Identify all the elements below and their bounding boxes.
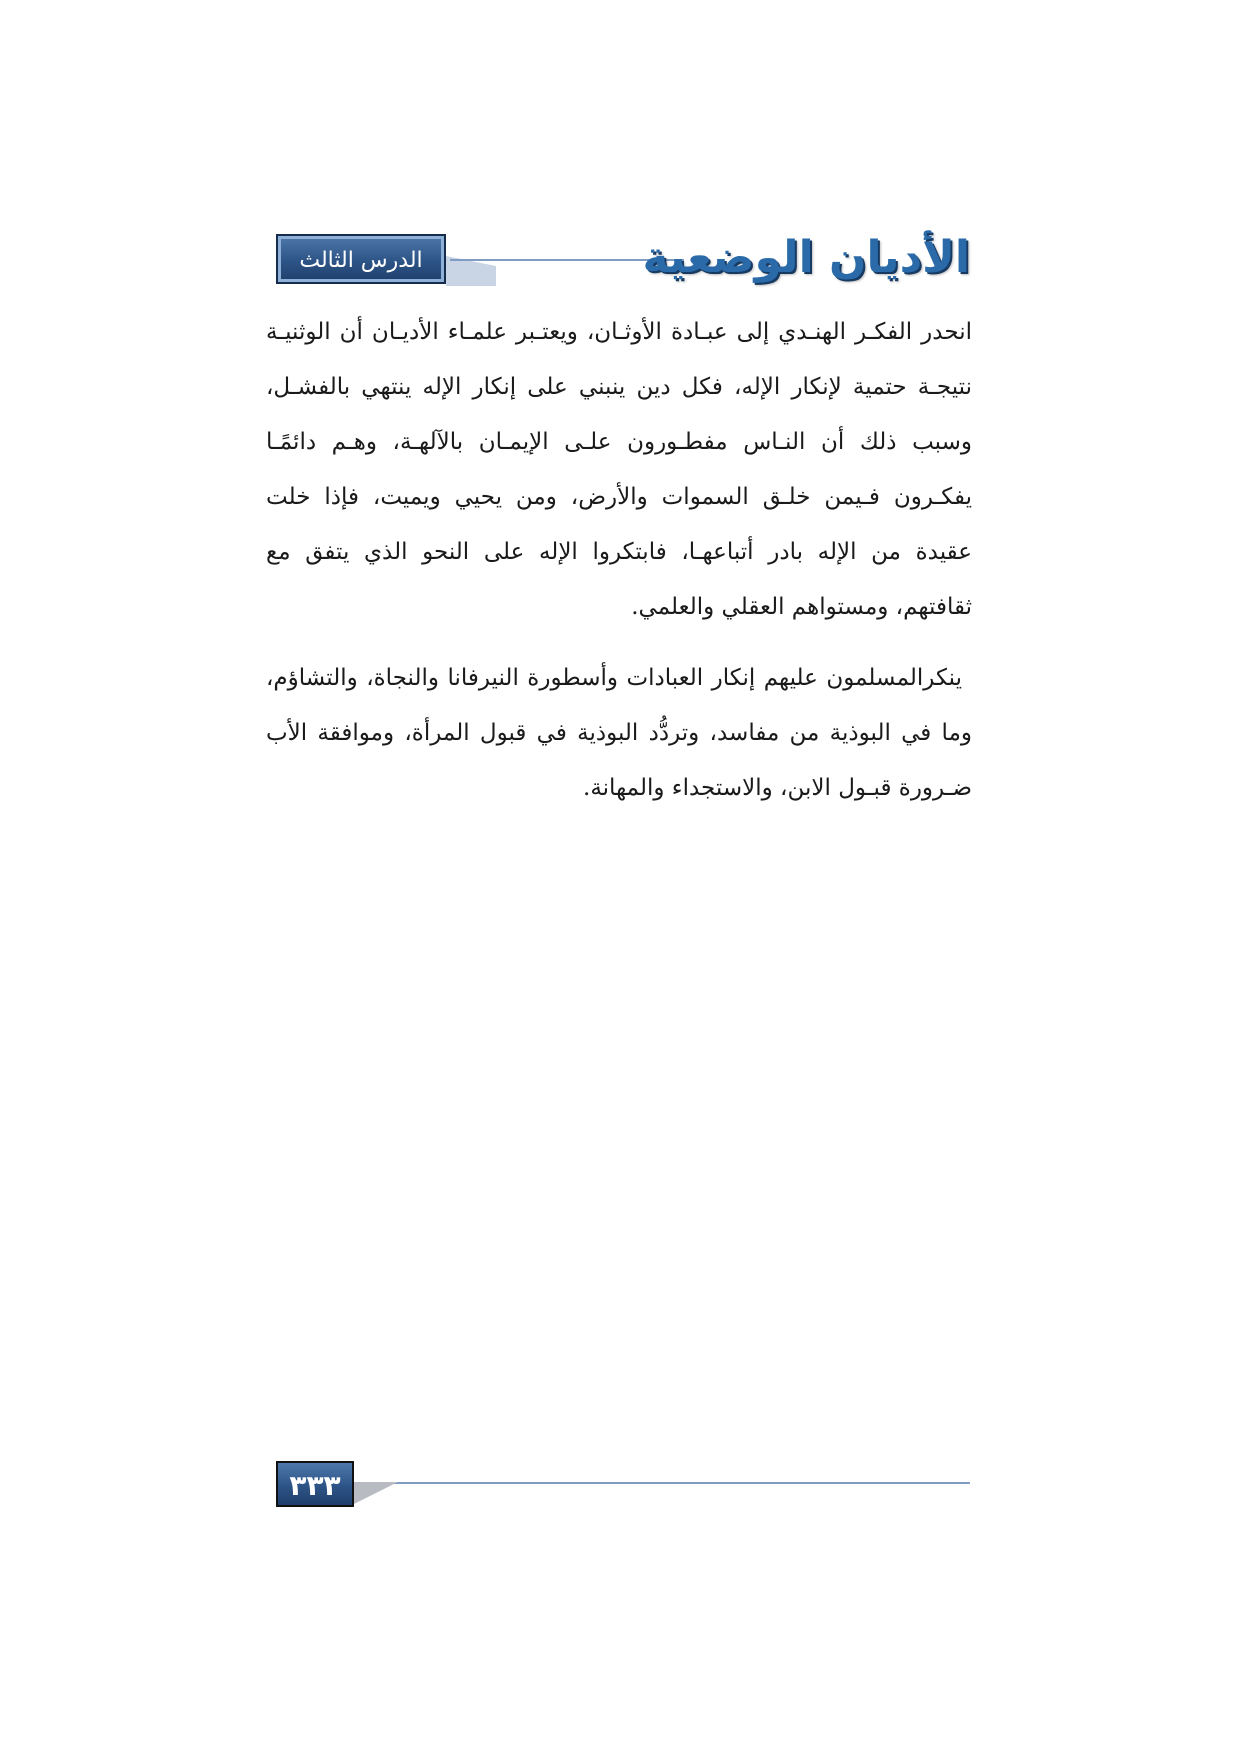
paragraph-1: انحدر الفكـر الهنـدي إلى عبـادة الأوثـان، ويعتـبر علمـاء الأديـان أن الوثنيـة نتيجـة حتمية لإنكار الإله، فكل دين ينبني على إنكار الإله ينتهي بالفشـل، وسبب ذلك أن النـاس مفطـورون علـى الإيمـان بالآلهـة، وهـم دائمًـا يفكـرون فـيمن خلـق السموات والأرض، ومن يحيي ويميت، فإذا خلت عقيدة من الإله بادر أتباعهـا، فابتكروا الإله على النحو الذي يتفق مع ثقافتهم، ومستواهم العقلي والعلمي. (266, 319, 972, 620)
footer-rule (354, 1482, 970, 1484)
body-text (266, 305, 972, 816)
lesson-badge: الدرس الثالث عشر (276, 234, 446, 284)
footer-wedge-decoration (354, 1482, 398, 1504)
page-number: ٣٣٣ (276, 1461, 354, 1507)
page-footer (272, 1458, 972, 1514)
chapter-title: الأديان الوضعية (642, 232, 970, 283)
page-header (270, 232, 970, 323)
paragraph-2: ينكرالمسلمون عليهم إنكار العبادات وأسطورة النيرفانا والنجاة، والتشاؤم، وما في البوذية من مفاسد، وتردُّد البوذية في قبول المرأة، وموافقة الأب ضـرورة قبـول الابن، والاستجداء والمهانة. (266, 665, 972, 801)
